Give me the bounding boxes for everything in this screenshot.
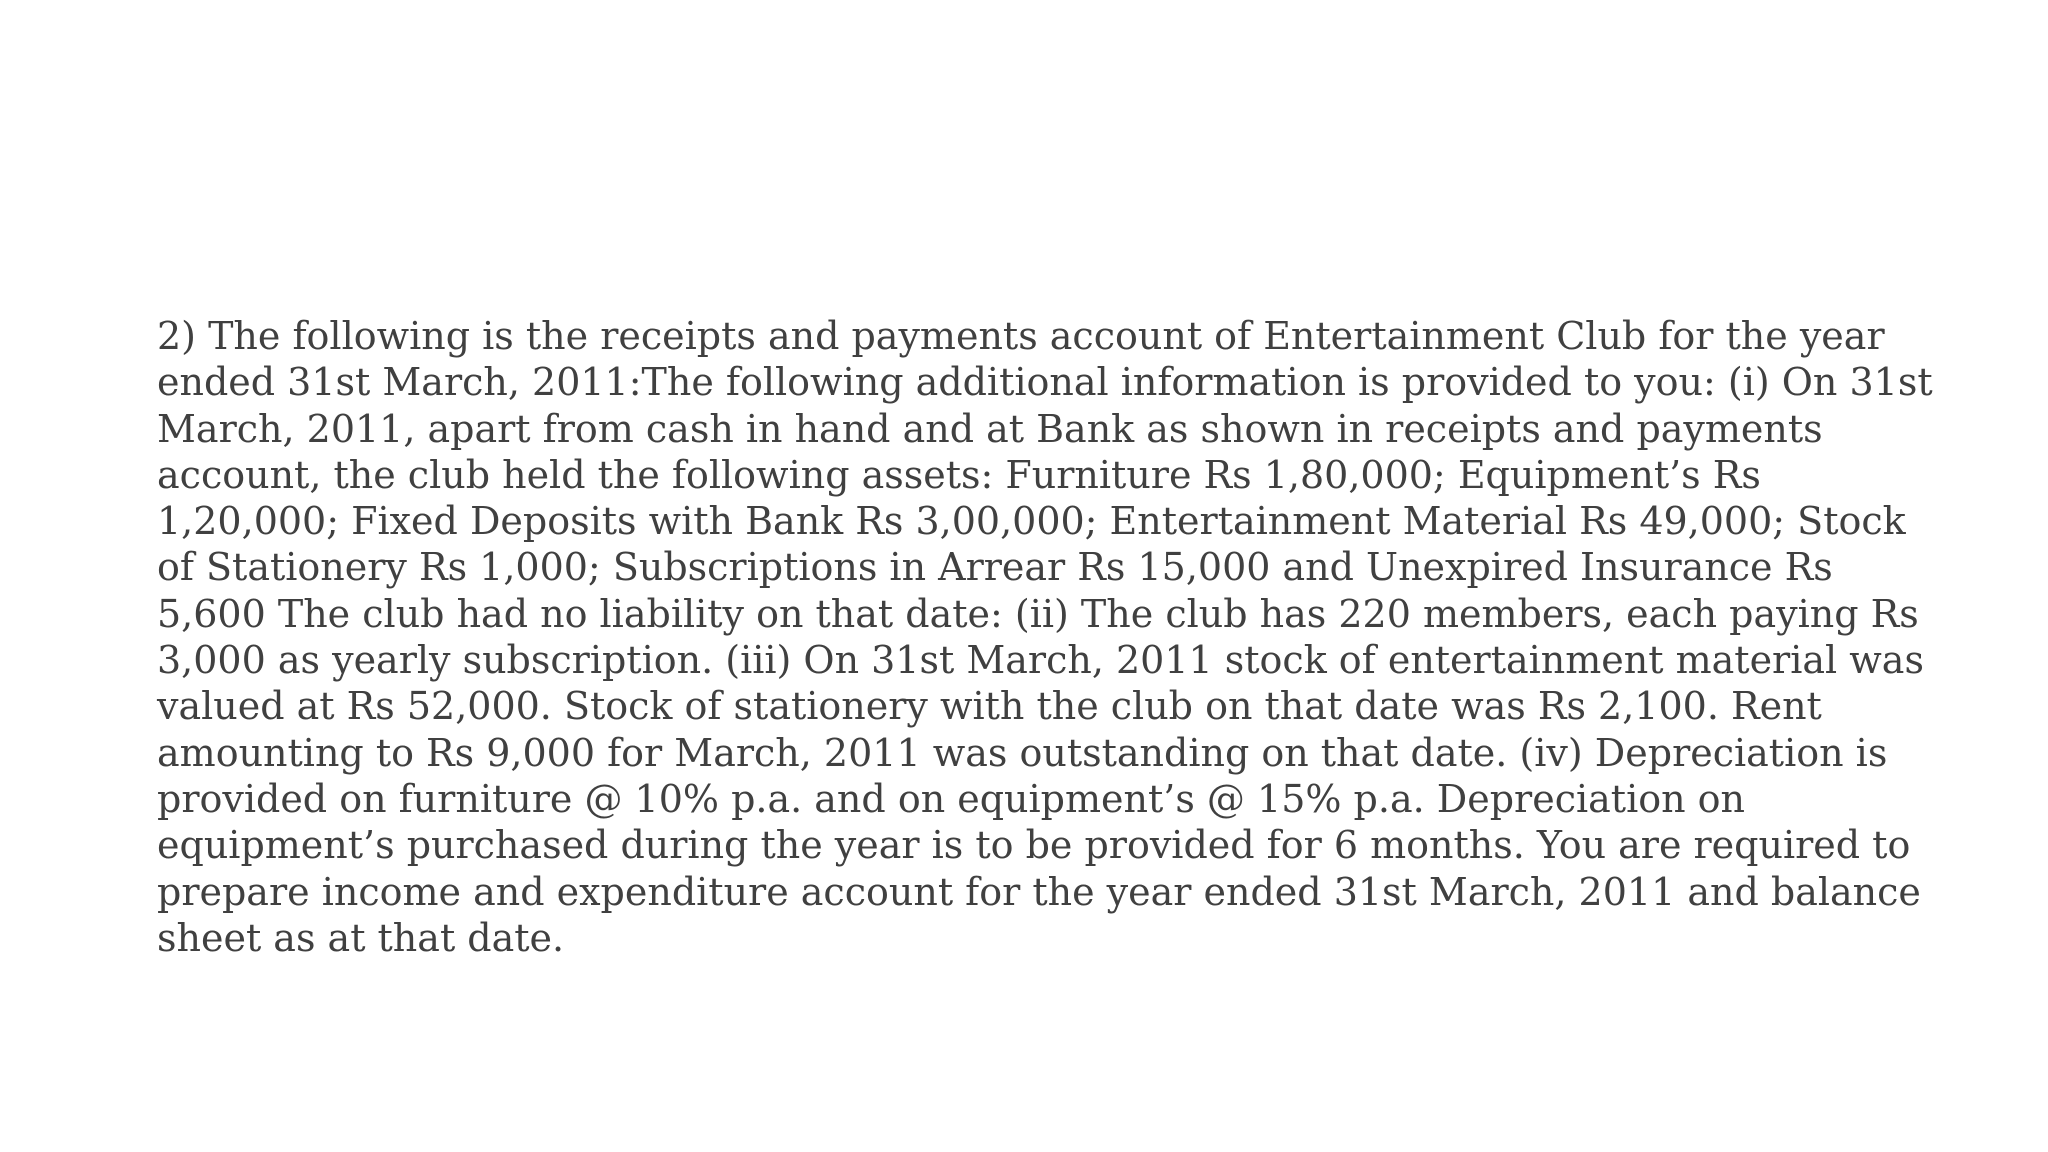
question-line: 1,20,000; Fixed Deposits with Bank Rs 3,00,000; Entertainment Material Rs 49,000; Stock: [157, 499, 1906, 544]
question-line: 3,000 as yearly subscription. (iii) On 31st March, 2011 stock of entertainment material was: [157, 638, 1924, 683]
question-line: amounting to Rs 9,000 for March, 2011 was outstanding on that date. (iv) Depreciation is: [157, 730, 1888, 775]
question-line: 5,600 The club had no liability on that date: (ii) The club has 220 members, each paying Rs: [157, 591, 1919, 636]
question-line: valued at Rs 52,000. Stock of stationery with the club on that date was Rs 2,100. Rent: [157, 684, 1822, 729]
question-line: account, the club held the following assets: Furniture Rs 1,80,000; Equipment’s Rs: [157, 452, 1761, 497]
question-line: prepare income and expenditure account for the year ended 31st March, 2011 and balance: [157, 869, 1921, 914]
question-line: March, 2011, apart from cash in hand and at Bank as shown in receipts and payments: [157, 406, 1823, 451]
question-line: equipment’s purchased during the year is to be provided for 6 months. You are required to: [157, 823, 1911, 868]
question-line: sheet as at that date.: [157, 915, 565, 960]
question-line: provided on furniture @ 10% p.a. and on equipment’s @ 15% p.a. Depreciation on: [157, 776, 1746, 821]
question-line: of Stationery Rs 1,000; Subscriptions in Arrear Rs 15,000 and Unexpired Insurance Rs: [157, 545, 1833, 590]
question-line: ended 31st March, 2011:The following additional information is provided to you: (i) On 31st: [157, 360, 1933, 405]
question-line: 2) The following is the receipts and payments account of Entertainment Club for the year: [157, 314, 1885, 358]
question-text: [157, 313, 1933, 961]
